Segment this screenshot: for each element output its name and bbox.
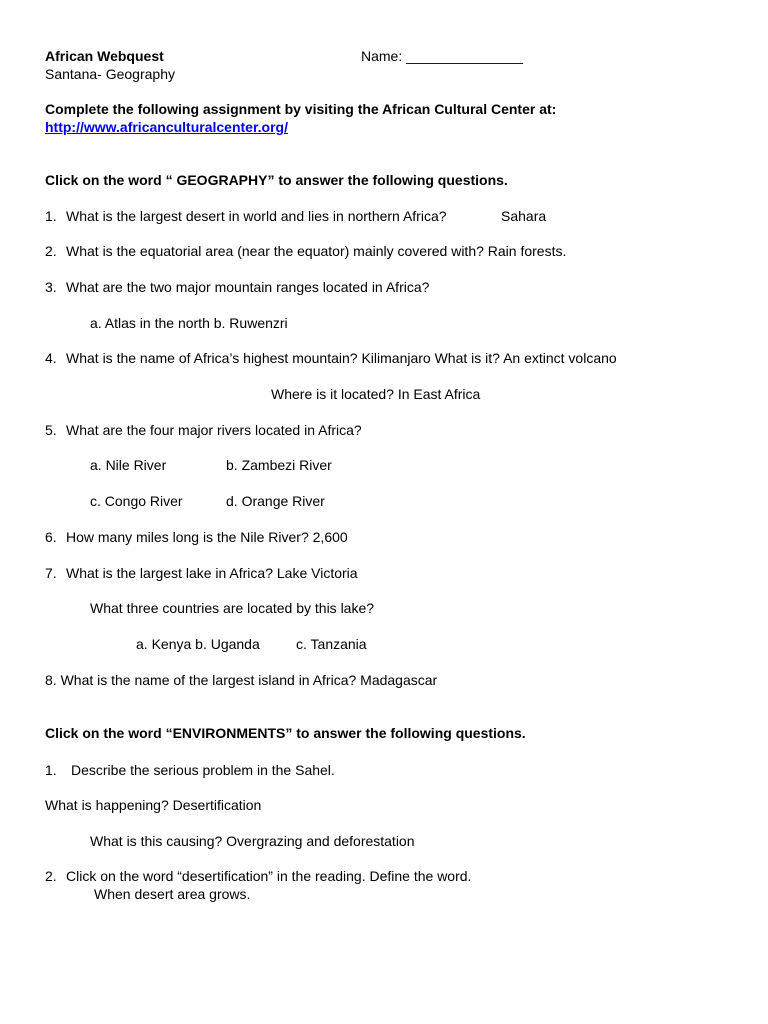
env-q1-happening: What is happening? Desertification xyxy=(45,797,262,813)
worksheet-title: African Webquest xyxy=(45,48,164,64)
geo-q4-number: 4. xyxy=(45,350,57,366)
geo-q5-answer-c: c. Congo River xyxy=(90,493,183,509)
geo-q1-answer: Sahara xyxy=(501,208,547,224)
geo-q3-answer: a. Atlas in the north b. Ruwenzri xyxy=(90,315,288,331)
geo-q5-answer-d: d. Orange River xyxy=(226,493,325,509)
geo-q1-number: 1. xyxy=(45,208,57,224)
geo-q3-number: 3. xyxy=(45,279,57,295)
env-q1-number: 1. xyxy=(45,762,57,778)
geo-q5-answer-a: a. Nile River xyxy=(90,457,167,473)
name-field-label: Name: _______________ xyxy=(361,48,523,64)
geo-q6-number: 6. xyxy=(45,529,57,545)
geo-q2-text: What is the equatorial area (near the equator) mainly covered with? Rain forests. xyxy=(66,243,567,259)
geo-q4-text: What is the name of Africa’s highest mountain? Kilimanjaro What is it? An extinct volcano xyxy=(66,350,617,366)
geo-q5-number: 5. xyxy=(45,422,57,438)
environments-heading: Click on the word “ENVIRONMENTS” to answer the following questions. xyxy=(45,725,526,741)
geo-q4-location: Where is it located? In East Africa xyxy=(271,386,481,402)
env-q2-text: Click on the word “desertification” in the reading. Define the word. xyxy=(66,868,472,884)
geo-q7-text: What is the largest lake in Africa? Lake Victoria xyxy=(66,565,358,581)
geo-q5-text: What are the four major rivers located in Africa? xyxy=(66,422,362,438)
env-q1-causing: What is this causing? Overgrazing and deforestation xyxy=(90,833,415,849)
geo-q6-text: How many miles long is the Nile River? 2,600 xyxy=(66,529,348,545)
worksheet-subtitle: Santana- Geography xyxy=(45,66,175,82)
geo-q7-number: 7. xyxy=(45,565,57,581)
african-cultural-center-link[interactable]: http://www.africanculturalcenter.org/ xyxy=(45,119,288,135)
geo-q2-number: 2. xyxy=(45,243,57,259)
geo-q5-answer-b: b. Zambezi River xyxy=(226,457,332,473)
env-q1-text: Describe the serious problem in the Sahel. xyxy=(71,762,335,778)
geo-q8-text: 8. What is the name of the largest island in Africa? Madagascar xyxy=(45,672,438,688)
assignment-instruction: Complete the following assignment by visiting the African Cultural Center at: xyxy=(45,101,557,117)
geo-q1-text: What is the largest desert in world and lies in northern Africa? xyxy=(66,208,447,224)
geo-q7-answer-ab: a. Kenya b. Uganda xyxy=(136,636,260,652)
env-q2-number: 2. xyxy=(45,868,57,884)
geo-q7-subquestion: What three countries are located by this lake? xyxy=(90,600,375,616)
env-q2-answer: When desert area grows. xyxy=(94,886,251,902)
geography-heading: Click on the word “ GEOGRAPHY” to answer the following questions. xyxy=(45,172,508,188)
geo-q3-text: What are the two major mountain ranges located in Africa? xyxy=(66,279,430,295)
geo-q7-answer-c: c. Tanzania xyxy=(296,636,367,652)
